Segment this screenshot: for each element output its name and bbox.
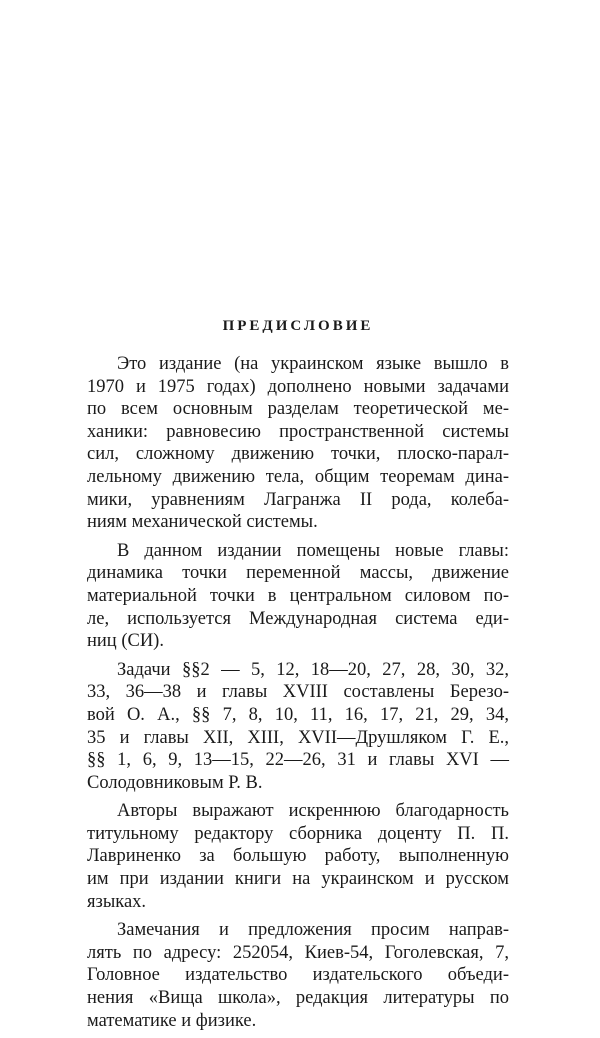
- text-line: мики, уравнениям Лагранжа II рода, колеба-: [87, 489, 509, 510]
- text-line: математике и физике.: [87, 1010, 257, 1031]
- text-line: динамика точки переменной массы, движение: [87, 563, 509, 584]
- text-line: ниц (СИ).: [87, 631, 164, 652]
- text-line: им при издании книги на украинском и русском: [87, 869, 509, 890]
- paragraph-1: [87, 353, 509, 534]
- text-line: Авторы выражают искреннюю благодарность: [117, 801, 509, 822]
- text-line: лельному движению тела, общим теоремам дина-: [87, 466, 509, 487]
- text-line: ниям механической системы.: [87, 512, 318, 533]
- text-line: по всем основным разделам теоретической ме-: [87, 399, 509, 420]
- text-line: титульному редактору сборника доценту П. П.: [87, 823, 509, 844]
- paragraph-5: [87, 919, 509, 1032]
- paragraph-4: [87, 800, 509, 913]
- text-line: В данном издании помещены новые главы:: [117, 540, 509, 561]
- text-line: Лавриненко за большую работу, выполненную: [87, 846, 509, 867]
- text-line: сил, сложному движению точки, плоско-парал-: [87, 444, 509, 465]
- preface-page: [87, 318, 509, 1038]
- text-line: §§ 1, 6, 9, 13—15, 22—26, 31 и главы XVI —: [87, 750, 509, 771]
- text-line: ле, используется Международная система еди-: [87, 608, 509, 629]
- text-line: Задачи §§2 — 5, 12, 18—20, 27, 28, 30, 32,: [117, 659, 509, 680]
- text-line: материальной точки в центральном силовом по-: [87, 585, 509, 606]
- text-line: Головное издательство издательского объеди-: [87, 965, 509, 986]
- text-line: 35 и главы XII, XIII, XVII—Друшляком Г. Е.,: [87, 727, 509, 748]
- page-title: ПРЕДИСЛОВИЕ: [222, 318, 374, 334]
- text-line: Солодовниковым Р. В.: [87, 772, 263, 793]
- text-line: нения «Вища школа», редакция литературы по: [87, 988, 509, 1009]
- text-line: 33, 36—38 и главы XVIII составлены Березо-: [87, 682, 509, 703]
- text-line: лять по адресу: 252054, Киев-54, Гоголевская, 7,: [87, 942, 509, 963]
- text-line: вой О. А., §§ 7, 8, 10, 11, 16, 17, 21, 29, 34,: [87, 704, 509, 725]
- text-line: Это издание (на украинском языке вышло в: [117, 354, 509, 374]
- text-line: языках.: [87, 891, 147, 912]
- text-line: Замечания и предложения просим направ-: [117, 920, 509, 941]
- text-line: 1970 и 1975 годах) дополнено новыми задачами: [87, 376, 509, 397]
- paragraph-3: [87, 659, 509, 795]
- text-line: ханики: равновесию пространственной системы: [87, 421, 509, 442]
- paragraph-2: [87, 540, 509, 653]
